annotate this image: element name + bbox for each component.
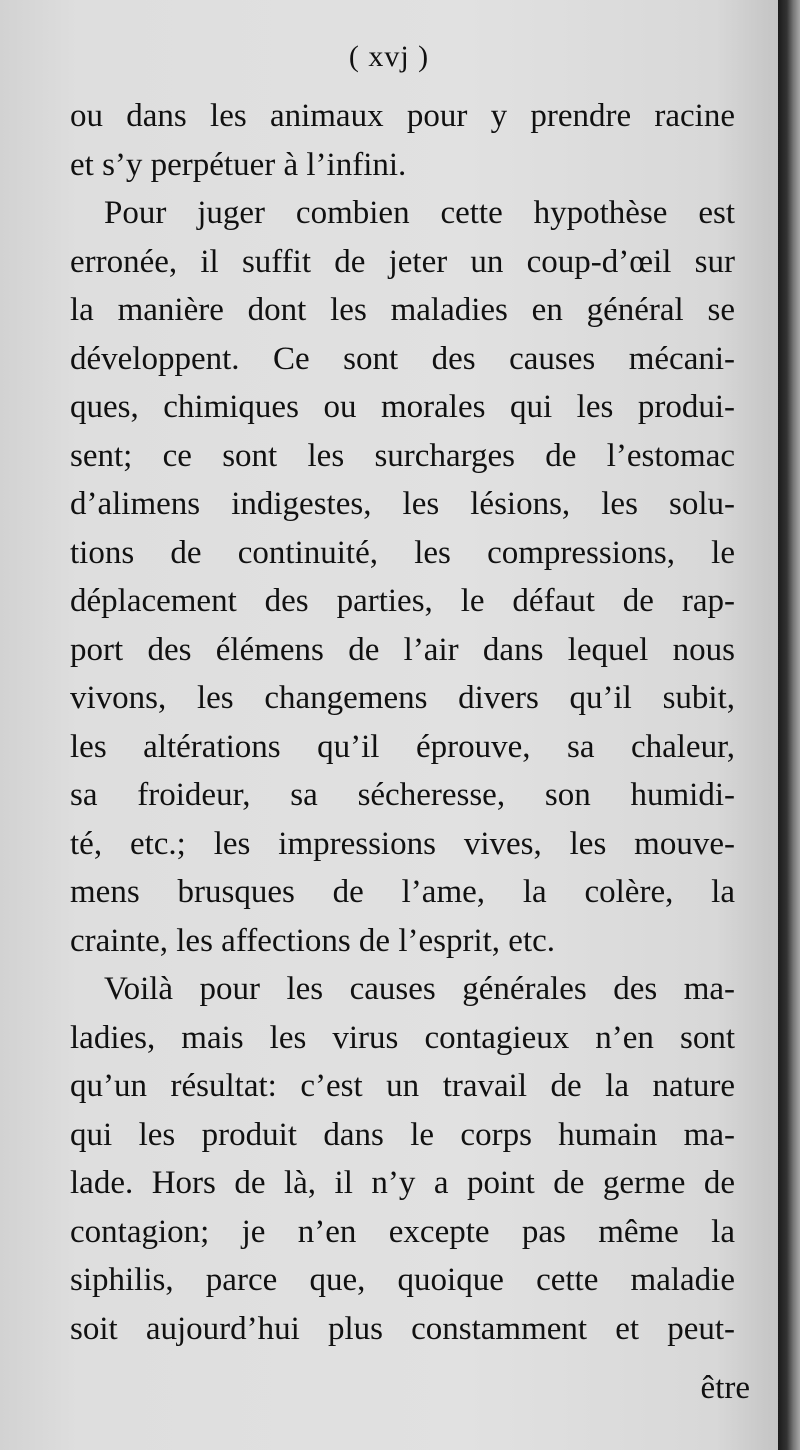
text-line: déplacement des parties, le défaut de rap- <box>70 583 735 619</box>
text-line: contagion; je n’en excepte pas même la <box>70 1213 735 1250</box>
text-line: ou dans les animaux pour y prendre racine <box>70 98 735 134</box>
text-line: qui les produit dans le corps humain ma- <box>70 1116 735 1153</box>
text-line: lade. Hors de là, il n’y a point de germe de <box>70 1165 735 1201</box>
page-edge-shadow <box>778 0 800 1450</box>
text-line: crainte, les affections de l’esprit, etc. <box>70 922 556 959</box>
text-line: soit aujourd’hui plus constamment et peut- <box>70 1310 735 1347</box>
text-line: mens brusques de l’ame, la colère, la <box>70 874 735 910</box>
text-line: port des élémens de l’air dans lequel nous <box>70 631 735 668</box>
text-line: qu’un résultat: c’est un travail de la nature <box>70 1068 735 1104</box>
text-line: sent; ce sont les surcharges de l’estomac <box>70 437 735 474</box>
catchword: être <box>700 1370 750 1406</box>
text-line: la manière dont les maladies en général se <box>70 292 735 328</box>
body-text <box>70 92 735 1353</box>
text-line: sa froideur, sa sécheresse, son humidi- <box>70 777 735 813</box>
page-number-header: ( xvj ) <box>348 40 430 73</box>
text-line: ladies, mais les virus contagieux n’en sont <box>70 1019 735 1056</box>
text-line: tions de continuité, les compressions, le <box>70 534 735 571</box>
text-line: Pour juger combien cette hypothèse est <box>104 195 735 231</box>
text-line: siphilis, parce que, quoique cette maladie <box>70 1262 735 1298</box>
text-line: Voilà pour les causes générales des ma- <box>104 971 735 1007</box>
text-line: les altérations qu’il éprouve, sa chaleur, <box>70 728 735 765</box>
text-line: et s’y perpétuer à l’infini. <box>70 146 407 183</box>
text-line: té, etc.; les impressions vives, les mouve- <box>70 825 735 862</box>
text-line: d’alimens indigestes, les lésions, les solu- <box>70 486 735 522</box>
text-line: vivons, les changemens divers qu’il subit, <box>70 680 735 716</box>
text-line: erronée, il suffit de jeter un coup-d’œil sur <box>70 243 735 280</box>
text-line: ques, chimiques ou morales qui les produi- <box>70 389 735 425</box>
text-line: développent. Ce sont des causes mécani- <box>70 340 735 377</box>
